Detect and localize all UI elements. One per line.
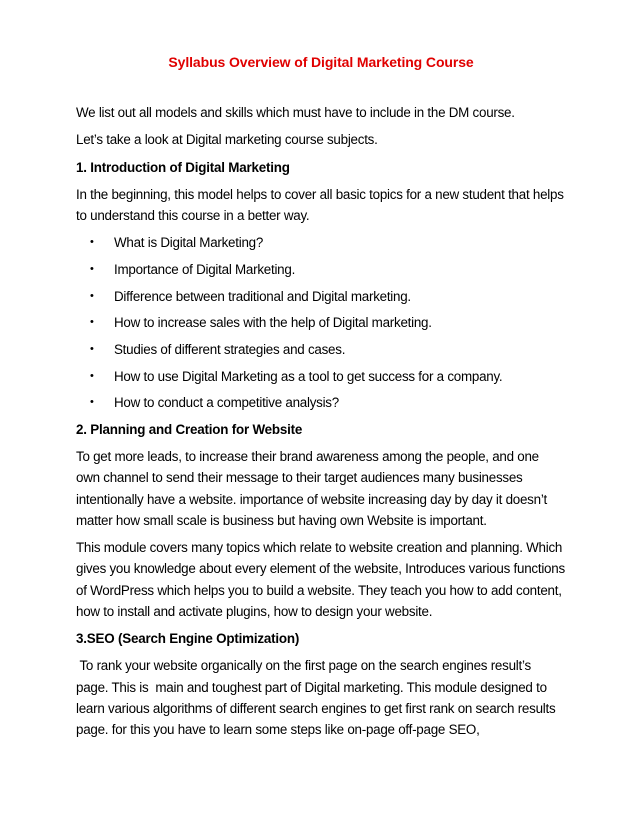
section-2-paragraph-2: This module covers many topics which relate to website creation and planning. Which gives you knowledge about every element of the website, Introduces various functions of WordPress which helps you to build a website. They teach you how to add content, how to install and activate plugins, how to design your website. [76, 540, 565, 620]
bullet-icon: • [90, 262, 94, 275]
section-3-heading: 3.SEO (Search Engine Optimization) [76, 631, 300, 647]
section-2-paragraph-1: To get more leads, to increase their brand awareness among the people, and one own channel to send their message to their target audiences many businesses intentionally have a website. importance of website increasing day by day it doesn’t matter how small scale is business but having own Website is important. [76, 449, 548, 528]
document-title: Syllabus Overview of Digital Marketing Course [168, 54, 474, 70]
list-item-text: How to conduct a competitive analysis? [114, 395, 339, 411]
section-2-heading: 2. Planning and Creation for Website [76, 422, 303, 437]
bullet-icon: • [90, 369, 94, 382]
bullet-icon: • [90, 342, 94, 355]
intro-paragraph-2: Let’s take a look at Digital marketing course subjects. [76, 132, 378, 148]
section-1-paragraph: In the beginning, this model helps to cover all basic topics for a new student that helps to understand this course in a better way. [76, 186, 564, 223]
list-item-text: Importance of Digital Marketing. [114, 261, 296, 277]
list-item-text: How to use Digital Marketing as a tool to get success for a company. [114, 368, 503, 384]
bullet-icon: • [90, 289, 94, 302]
list-item [76, 232, 566, 253]
section-1-list [76, 232, 566, 413]
list-item-text: Difference between traditional and Digital marketing. [114, 288, 411, 304]
list-item-text: Studies of different strategies and cases. [114, 341, 346, 357]
list-item-text: What is Digital Marketing? [114, 235, 264, 251]
list-item [76, 286, 566, 307]
list-item [76, 339, 566, 360]
section-1-heading: 1. Introduction of Digital Marketing [76, 159, 290, 175]
intro-paragraph-1: We list out all models and skills which must have to include in the DM course. [76, 105, 515, 120]
bullet-icon: • [90, 316, 94, 329]
list-item [76, 259, 566, 280]
bullet-icon: • [90, 396, 94, 409]
bullet-icon: • [90, 236, 94, 249]
list-item [76, 312, 566, 333]
list-item [76, 392, 566, 413]
list-item-text: How to increase sales with the help of Digital marketing. [114, 315, 432, 331]
section-3-paragraph: To rank your website organically on the first page on the search engines result’s page. This is main and toughest part of Digital marketing. This module designed to learn various algorithms of different search engines to get first rank on search results page. for this you have to learn some steps like on-page off-page SEO, [76, 658, 559, 738]
list-item [76, 366, 566, 387]
